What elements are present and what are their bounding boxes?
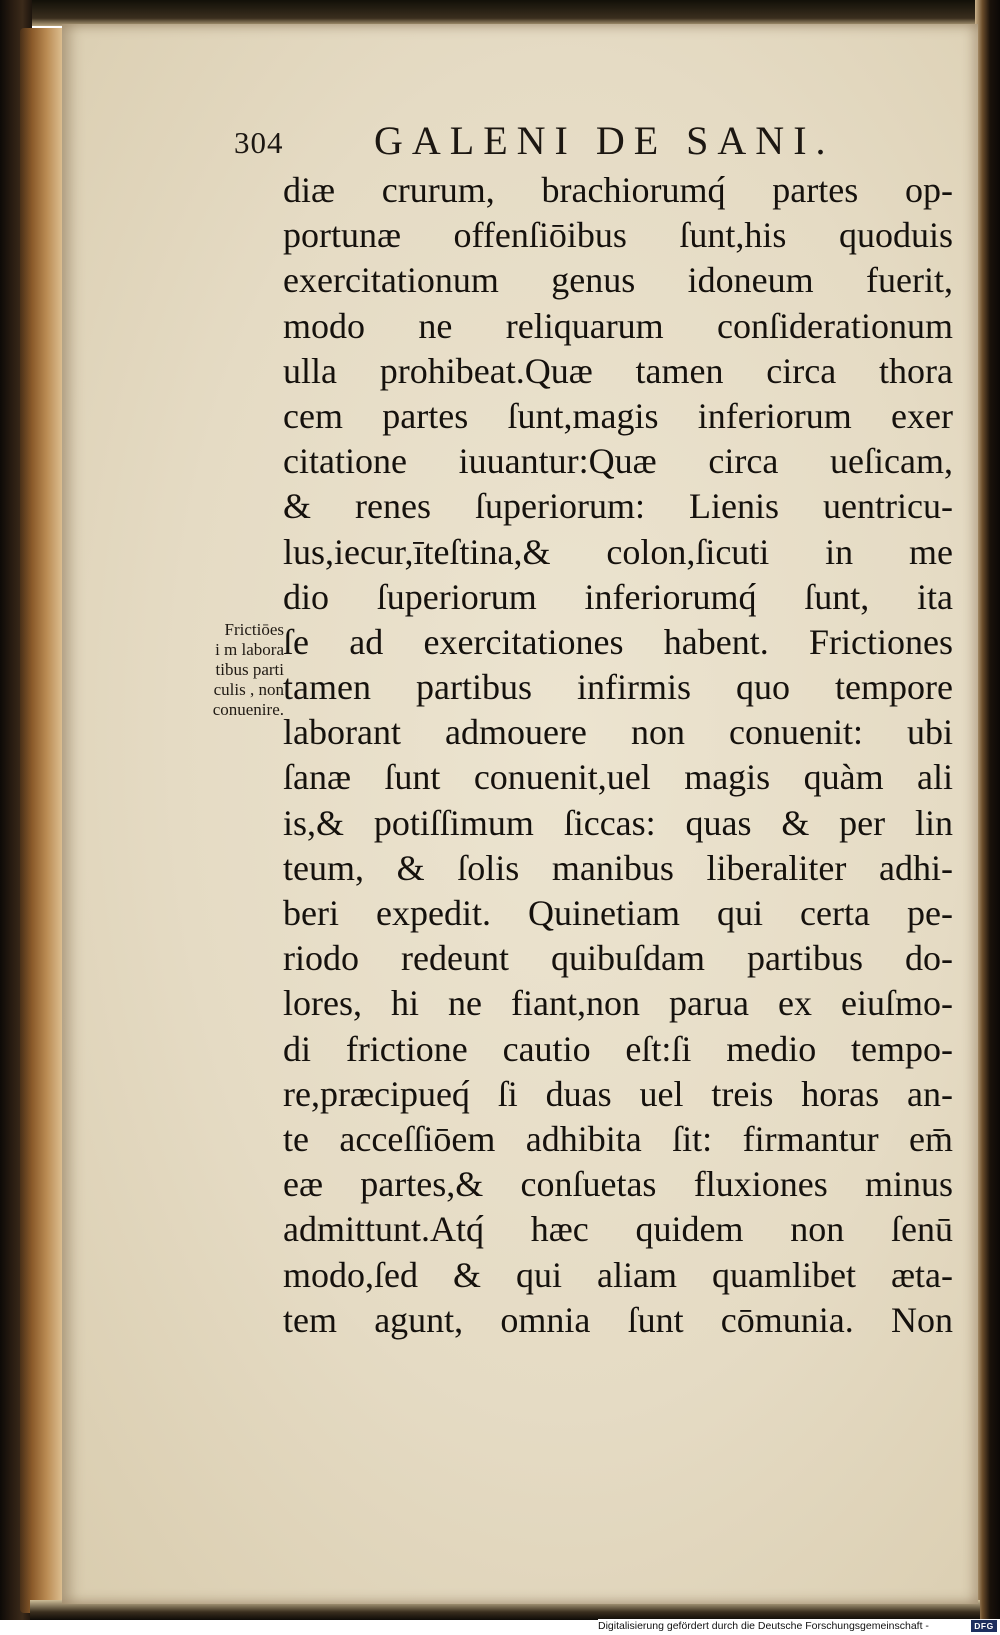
marginal-note-line: Frictiōes bbox=[224, 620, 284, 639]
text-line: ſe ad exercitationes habent. Frictiones bbox=[283, 621, 953, 662]
text-line: di frictione cautio eſt:ſi medio tempo- bbox=[283, 1028, 953, 1069]
text-line: exercitationum genus idoneum fuerit, bbox=[283, 260, 953, 301]
text-line: beri expedit. Quinetiam qui certa pe- bbox=[283, 893, 953, 933]
top-shadow bbox=[30, 0, 980, 26]
page-number: 304 bbox=[234, 125, 284, 160]
marginal-note-line: i m labora bbox=[215, 640, 284, 659]
text-line: teum, & ſolis manibus liberaliter adhi- bbox=[283, 847, 953, 888]
text-line: te acceſſiōem adhibita ſit: firmantur em̄ bbox=[283, 1118, 953, 1159]
text-line: tem agunt, omnia ſunt cōmunia. Non bbox=[283, 1299, 953, 1340]
right-binding-edge bbox=[975, 0, 1000, 1625]
text-line: riodo redeunt quibuſdam partibus do- bbox=[283, 938, 953, 979]
text-line: modo ne reliquarum conſiderationum bbox=[283, 305, 953, 346]
text-line: dio ſuperiorum inferiorumq́ ſunt, ita bbox=[283, 576, 953, 617]
text-line: lus,iecur,īteſtina,& colon,ſicuti in me bbox=[283, 531, 953, 572]
text-line: & renes ſuperiorum: Lienis uentricu- bbox=[283, 486, 953, 527]
text-line: is,& potiſſimum ſiccas: quas & per lin bbox=[283, 802, 953, 843]
text-line: portunæ offenſiōibus ſunt,his quoduis bbox=[283, 215, 953, 256]
page-edges bbox=[20, 28, 68, 1613]
text-line: eæ partes,& conſuetas fluxiones minus bbox=[283, 1164, 953, 1205]
marginal-note bbox=[152, 620, 284, 720]
text-line: cem partes ſunt,magis inferiorum exer bbox=[283, 395, 953, 436]
dfg-logo: DFG bbox=[971, 1620, 997, 1632]
text-line: tamen partibus infirmis quo tempore bbox=[283, 667, 953, 708]
text-line: lores, hi ne fiant,non parua ex eiuſmo- bbox=[283, 983, 953, 1024]
text-line: re,præcipueq́ ſi duas uel treis horas an- bbox=[283, 1073, 953, 1114]
marginal-note-line: culis , non bbox=[213, 680, 284, 699]
text-line: ulla prohibeat.Quæ tamen circa thora bbox=[283, 350, 953, 391]
text-line: citatione iuuantur:Quæ circa ueſicam, bbox=[283, 441, 953, 482]
marginal-note-line: tibus parti bbox=[215, 660, 284, 679]
text-line: laborant admouere non conuenit: ubi bbox=[283, 712, 953, 753]
footer-credit: Digitalisierung gefördert durch die Deutsche Forschungsgemeinschaft - bbox=[598, 1620, 929, 1632]
marginal-note-line: conuenire. bbox=[212, 700, 284, 719]
text-line: modo,ſed & qui aliam quamlibet æta- bbox=[283, 1254, 953, 1295]
running-title: GALENI DE SANI. bbox=[374, 118, 835, 163]
running-head bbox=[234, 117, 874, 167]
text-line: ſanæ ſunt conuenit,uel magis quàm ali bbox=[283, 757, 953, 798]
text-line: diæ crurum, brachiorumq́ partes op- bbox=[283, 170, 953, 210]
digitization-footer bbox=[598, 1619, 1000, 1635]
text-line: admittunt.Atq́ hæc quidem non ſenū bbox=[283, 1209, 953, 1250]
body-text bbox=[283, 168, 953, 1343]
